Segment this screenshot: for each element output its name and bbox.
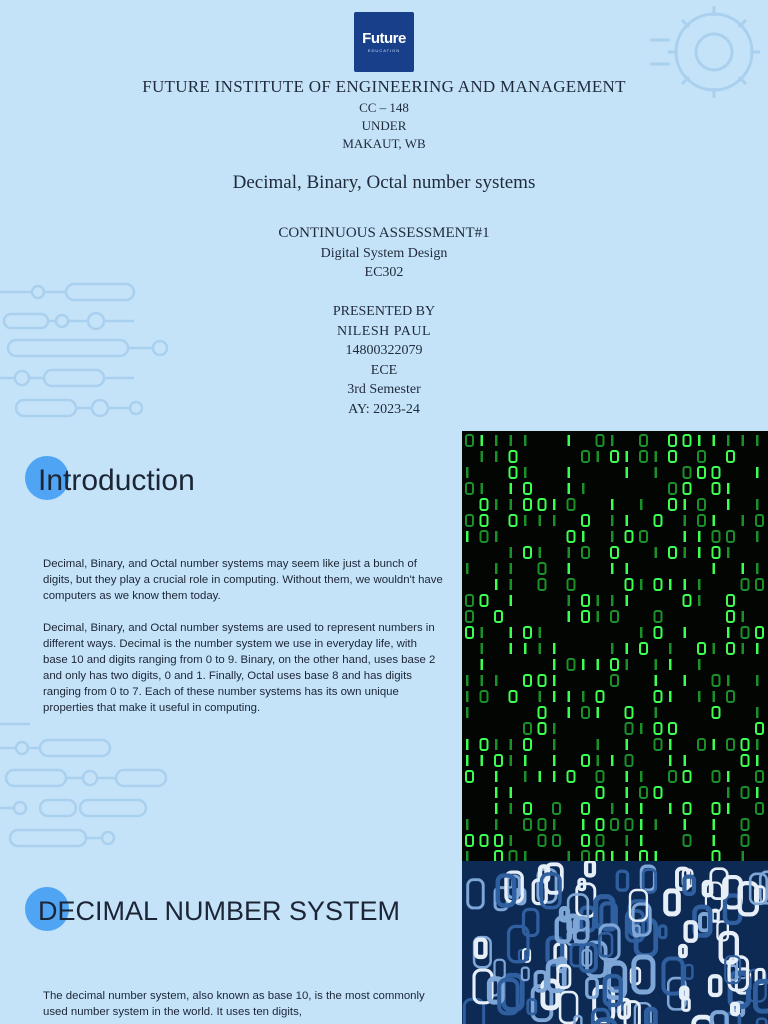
institute-logo xyxy=(354,12,414,72)
subject-code: EC302 xyxy=(364,265,404,280)
decimal-paragraph-1: The decimal number system, also known as base 10, is the most commonly used number system in the world. It uses ten digits, xyxy=(43,990,425,1018)
course-code: CC – 148 xyxy=(359,100,409,115)
decimal-heading: DECIMAL NUMBER SYSTEM xyxy=(38,896,401,926)
assessment-title: CONTINUOUS ASSESSMENT#1 xyxy=(278,225,490,241)
presentation-topic: Decimal, Binary, Octal number systems xyxy=(232,172,536,193)
subject-name: Digital System Design xyxy=(320,246,448,261)
introduction-heading: Introduction xyxy=(38,464,195,497)
numbers-collage-image xyxy=(462,861,768,1024)
introduction-paragraph-2: Decimal, Binary, and Octal number systems are used to represent numbers in different ways. Decimal is the number system we use in everyday life, with base 10 and digits ranging from 0 to 9. Binary, on the other hand, uses base 2 and only has two digits, 0 and 1. Finally, Octal uses base 8 and has digits ranging from 0 to 7. Each of these number systems has its own unique properties that make it useful in computing. xyxy=(43,622,436,714)
logo-subtext: EDUCATION xyxy=(367,48,401,53)
under-label: UNDER xyxy=(361,118,407,133)
institute-name: FUTURE INSTITUTE OF ENGINEERING AND MANAGEMENT xyxy=(142,77,626,96)
logo-brand: Future xyxy=(362,30,406,47)
department: ECE xyxy=(370,363,398,378)
presenter-name: NILESH PAUL xyxy=(336,324,432,339)
presented-by-label: PRESENTED BY xyxy=(332,304,436,319)
roll-number: 14800322079 xyxy=(345,343,423,358)
semester: 3rd Semester xyxy=(347,382,421,397)
binary-matrix-image xyxy=(462,431,768,861)
university-name: MAKAUT, WB xyxy=(342,136,426,151)
circuit-decoration-icon xyxy=(0,712,200,862)
academic-year: AY: 2023-24 xyxy=(348,402,420,417)
introduction-paragraph-1: Decimal, Binary, and Octal number systems may seem like just a bunch of digits, but they play a crucial role in computing. Without them, we wouldn't have computers as we know them today. xyxy=(43,558,443,602)
